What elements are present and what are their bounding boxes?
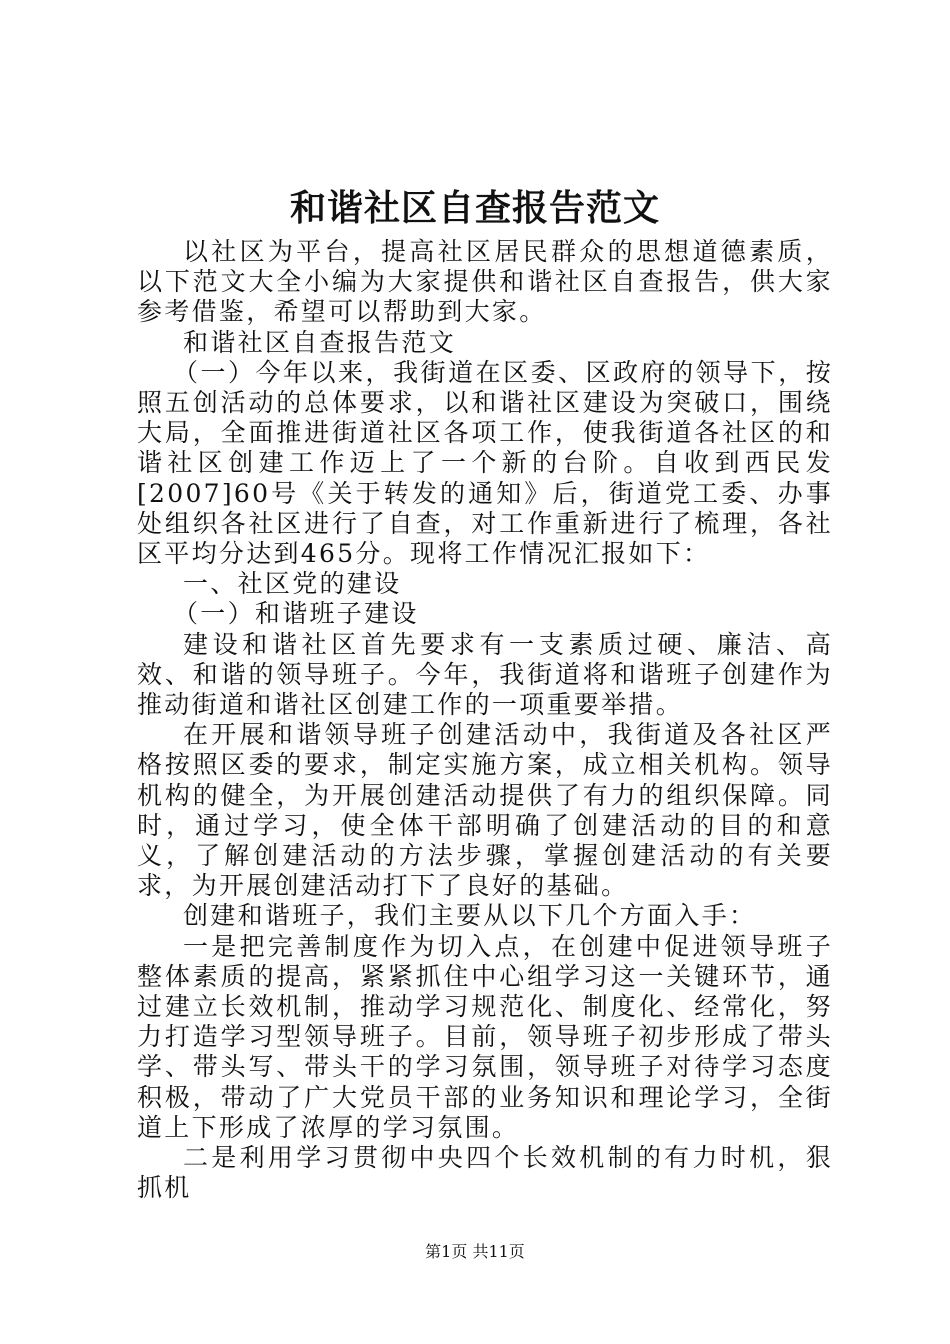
document-body xyxy=(137,237,833,1204)
paragraph-body: 二是利用学习贯彻中央四个长效机制的有力时机，狠抓机 xyxy=(137,1143,833,1203)
document-title: 和谐社区自查报告范文 xyxy=(289,187,660,229)
paragraph-body: 一是把完善制度作为切入点，在创建中促进领导班子整体素质的提高，紧紧抓住中心组学习这一关键环节，通过建立长效机制，推动学习规范化、制度化、经常化，努力打造学习型领导班子。目前，领导班子初步形成了带头学、带头写、带头干的学习氛围，领导班子对待学习态度积极，带动了广大党员干部的业务知识和理论学习，全街道上下形成了浓厚的学习氛围。 xyxy=(137,931,833,1142)
paragraph-subtitle: 和谐社区自查报告范文 xyxy=(183,327,457,357)
page-footer: 第1页 共11页 xyxy=(425,1242,525,1261)
paragraph-body: 建设和谐社区首先要求有一支素质过硬、廉洁、高效、和谐的领导班子。今年，我街道将和谐班子创建作为推动街道和谐社区创建工作的一项重要举措。 xyxy=(137,629,833,720)
paragraph-body: 在开展和谐领导班子创建活动中，我街道及各社区严格按照区委的要求，制定实施方案，成立相关机构。领导机构的健全，为开展创建活动提供了有力的组织保障。同时，通过学习，使全体干部明确了创建活动的目的和意义，了解创建活动的方法步骤，掌握创建活动的有关要求，为开展创建活动打下了良好的基础。 xyxy=(137,720,833,901)
subsection-heading: （一）和谐班子建设 xyxy=(173,599,419,629)
paragraph-overview: （一）今年以来，我街道在区委、区政府的领导下，按照五创活动的总体要求，以和谐社区建设为突破口，围绕大局，全面推进街道社区各项工作，使我街道各社区的和谐社区创建工作迈上了一个新的台阶。自收到西民发[2007]60号《关于转发的通知》后，街道党工委、办事处组织各社区进行了自查，对工作重新进行了梳理，各社区平均分达到465分。现将工作情况汇报如下： xyxy=(137,357,833,569)
section-heading: 一、社区党的建设 xyxy=(183,569,402,599)
paragraph-body: 创建和谐班子，我们主要从以下几个方面入手： xyxy=(183,901,757,931)
paragraph-intro: 以社区为平台，提高社区居民群众的思想道德素质，以下范文大全小编为大家提供和谐社区自查报告，供大家参考借鉴，希望可以帮助到大家。 xyxy=(137,237,833,327)
